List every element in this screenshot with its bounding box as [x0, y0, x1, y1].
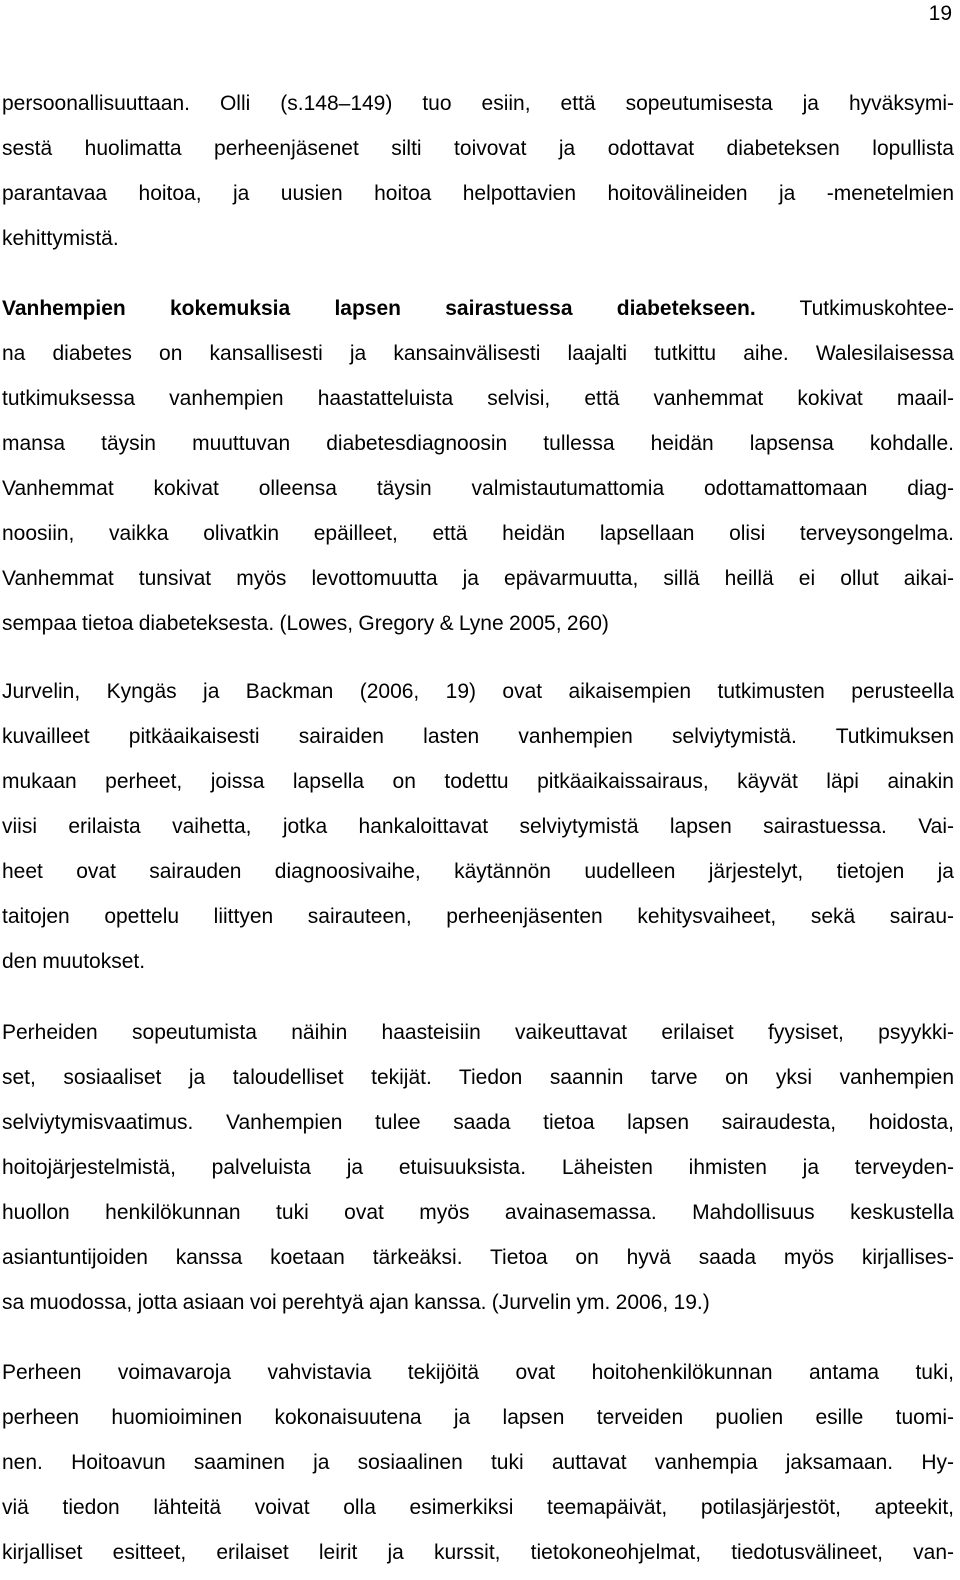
text-line: kuvailleet pitkäaikaisesti sairaiden lasten vanhempien selviytymistä. Tutkimuksen	[2, 725, 954, 748]
text-span: Tutkimuskohtee-	[755, 297, 954, 320]
text-line: Perheiden sopeutumista näihin haasteisiin vaikeuttavat erilaiset fyysiset, psyykki-	[2, 1021, 954, 1044]
text-line: sestä huolimatta perheenjäsenet silti toivovat ja odottavat diabeteksen lopullista	[2, 137, 954, 160]
text-line: na diabetes on kansallisesti ja kansainvälisesti laajalti tutkittu aihe. Walesilaisessa	[2, 342, 954, 365]
text-line: Jurvelin, Kyngäs ja Backman (2006, 19) ovat aikaisempien tutkimusten perusteella	[2, 680, 954, 703]
text-line: kirjalliset esitteet, erilaiset leirit ja kurssit, tietokoneohjelmat, tiedotusvälineet, van-	[2, 1541, 954, 1564]
text-line: mukaan perheet, joissa lapsella on todettu pitkäaikaissairaus, käyvät läpi ainakin	[2, 770, 954, 793]
text-line: Vanhemmat tunsivat myös levottomuutta ja epävarmuutta, sillä heillä ei ollut aikai-	[2, 567, 954, 590]
text-line: hoitojärjestelmistä, palveluista ja etuisuuksista. Läheisten ihmisten ja terveyden-	[2, 1156, 954, 1179]
text-line: asiantuntijoiden kanssa koetaan tärkeäksi. Tietoa on hyvä saada myös kirjallises-	[2, 1246, 954, 1269]
text-line: viisi erilaista vaihetta, jotka hankaloittavat selviytymistä lapsen sairastuessa. Vai-	[2, 815, 954, 838]
text-line: Vanhemmat kokivat olleensa täysin valmistautumattomia odottamattomaan diag-	[2, 477, 954, 500]
paragraph-3	[2, 669, 954, 984]
text-line: selviytymisvaatimus. Vanhempien tulee saada tietoa lapsen sairaudesta, hoidosta,	[2, 1111, 954, 1134]
text-line: set, sosiaaliset ja taloudelliset tekijät. Tiedon saannin tarve on yksi vanhempien	[2, 1066, 954, 1089]
text-line: nen. Hoitoavun saaminen ja sosiaalinen tuki auttavat vanhempia jaksamaan. Hy-	[2, 1451, 954, 1474]
text-line: den muutokset.	[2, 950, 146, 973]
paragraph-4	[2, 1010, 954, 1325]
text-line: sempaa tietoa diabeteksesta. (Lowes, Gregory & Lyne 2005, 260)	[2, 612, 609, 635]
text-line: noosiin, vaikka olivatkin epäilleet, että heidän lapsellaan olisi terveysongelma.	[2, 522, 954, 545]
text-line: heet ovat sairauden diagnoosivaihe, käytännön uudelleen järjestelyt, tietojen ja	[2, 860, 954, 883]
text-line: perheen huomioiminen kokonaisuutena ja lapsen terveiden puolien esille tuomi-	[2, 1406, 954, 1429]
text-line: taitojen opettelu liittyen sairauteen, perheenjäsenten kehitysvaiheet, sekä sairau-	[2, 905, 954, 928]
text-line: parantavaa hoitoa, ja uusien hoitoa helpottavien hoitovälineiden ja -menetelmien	[2, 182, 954, 205]
paragraph-2	[2, 286, 954, 646]
text-line: persoonallisuuttaan. Olli (s.148–149) tuo esiin, että sopeutumisesta ja hyväksymi-	[2, 92, 954, 115]
text-line: sa muodossa, jotta asiaan voi perehtyä ajan kanssa. (Jurvelin ym. 2006, 19.)	[2, 1291, 710, 1314]
text-line: viä tiedon lähteitä voivat olla esimerkiksi teemapäivät, potilasjärjestöt, apteekit,	[2, 1496, 954, 1519]
text-line: tutkimuksessa vanhempien haastatteluista selvisi, että vanhemmat kokivat maail-	[2, 387, 954, 410]
text-line: Perheen voimavaroja vahvistavia tekijöitä ovat hoitohenkilökunnan antama tuki,	[2, 1361, 954, 1384]
paragraph-1	[2, 81, 954, 261]
paragraph-5	[2, 1350, 954, 1575]
text-line	[2, 286, 954, 331]
text-line: mansa täysin muuttuvan diabetesdiagnoosin tullessa heidän lapsensa kohdalle.	[2, 432, 954, 455]
text-line: kehittymistä.	[2, 227, 119, 250]
page-number: 19	[928, 2, 952, 25]
section-heading: Vanhempien kokemuksia lapsen sairastuessa diabetekseen.	[2, 297, 756, 320]
text-line: huollon henkilökunnan tuki ovat myös avainasemassa. Mahdollisuus keskustella	[2, 1201, 954, 1224]
